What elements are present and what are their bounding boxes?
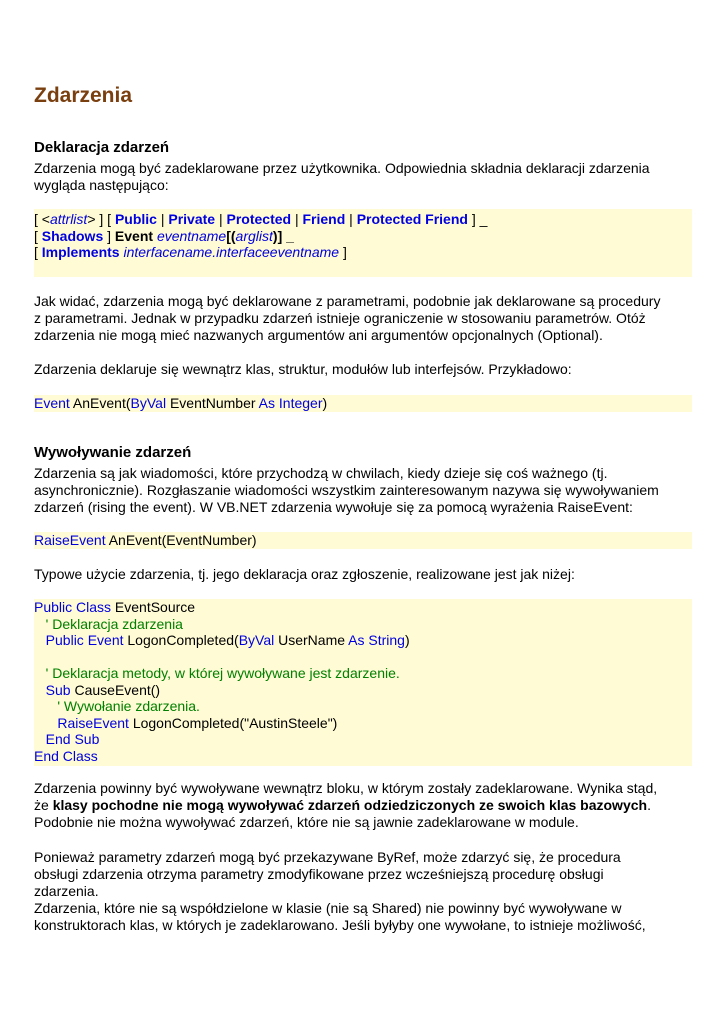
declaration-location-paragraph: Zdarzenia deklaruje się wewnątrz klas, struktur, modułów lub interfejsów. Przykładowo:: [34, 361, 572, 377]
typical-usage-paragraph: Typowe użycie zdarzenia, tj. jego deklaracja oraz zgłoszenie, realizowane jest jak niżej:: [34, 566, 575, 582]
syntax-line-1: [ <attrlist> ] [ Public | Private | Protected | Friend | Protected Friend ] _: [34, 211, 488, 227]
section-heading-declaration: Deklaracja zdarzeń: [34, 139, 170, 156]
syntax-line-3: [ Implements interfacename.interfaceeventname ]: [34, 244, 347, 260]
syntax-block: [34, 209, 692, 277]
raise-example-code: RaiseEvent AnEvent(EventNumber): [34, 532, 692, 549]
syntax-line-2: [ Shadows ] Event eventname[(arglist)] _: [34, 227, 294, 244]
event-source-code-block: Public Class EventSource ' Deklaracja zdarzenia Public Event LogonCompleted(ByVal UserName As String) ' Deklaracja metody, w której wywoływane jest zdarzenie. Sub CauseEvent() ' Wywołanie zdarzenia. RaiseEvent LogonCompleted("AustinSteele") End Sub End Class: [34, 599, 692, 766]
raising-intro: Zdarzenia są jak wiadomości, które przychodzą w chwilach, kiedy dzieje się coś ważnego (tj. asynchronicznie). Rozgłaszanie wiadomości wszystkim zainteresowanym nazywa się wywoływaniem zdarzeń (rising the event). W VB.NET zdarzenia wywołuje się za pomocą wyrażenia RaiseEvent:: [34, 465, 659, 515]
declaration-intro: Zdarzenia mogą być zadeklarowane przez użytkownika. Odpowiednia składnia deklaracji zdarzenia wygląda następująco:: [34, 160, 650, 193]
section-heading-raising: Wywoływanie zdarzeń: [34, 444, 192, 461]
page-title: Zdarzenia: [34, 84, 133, 107]
byref-paragraph: Ponieważ parametry zdarzeń mogą być przekazywane ByRef, może zdarzyć się, że procedura obsługi zdarzenia otrzyma parametry zmodyfikowane przez wcześniejszą procedurę obsługi zdarzenia. Zdarzenia, które nie są współdzielone w klasie (nie są Shared) nie powinny być wywoływane w konstruktorach klas, w których je zadeklarowano. Jeśli byłyby one wywołane, to istnieje możliwość,: [34, 849, 646, 933]
event-example-code: Event AnEvent(ByVal EventNumber As Integer): [34, 395, 692, 412]
parameters-paragraph: Jak widać, zdarzenia mogą być deklarowane z parametrami, podobnie jak deklarowane są procedury z parametrami. Jednak w przypadku zdarzeń istnieje ograniczenie w stosowaniu parametrów. Otóż zdarzenia nie mogą mieć nazwanych argumentów ani argumentów opcjonalnych (Optional).: [34, 293, 661, 343]
scope-paragraph: Zdarzenia powinny być wywoływane wewnątrz bloku, w którym zostały zadeklarowane. Wynika stąd, że klasy pochodne nie mogą wywoływać zdarzeń odziedziczonych ze swoich klas bazowych. Podobnie nie można wywoływać zdarzeń, które nie są jawnie zadeklarowane w module.: [34, 780, 658, 830]
